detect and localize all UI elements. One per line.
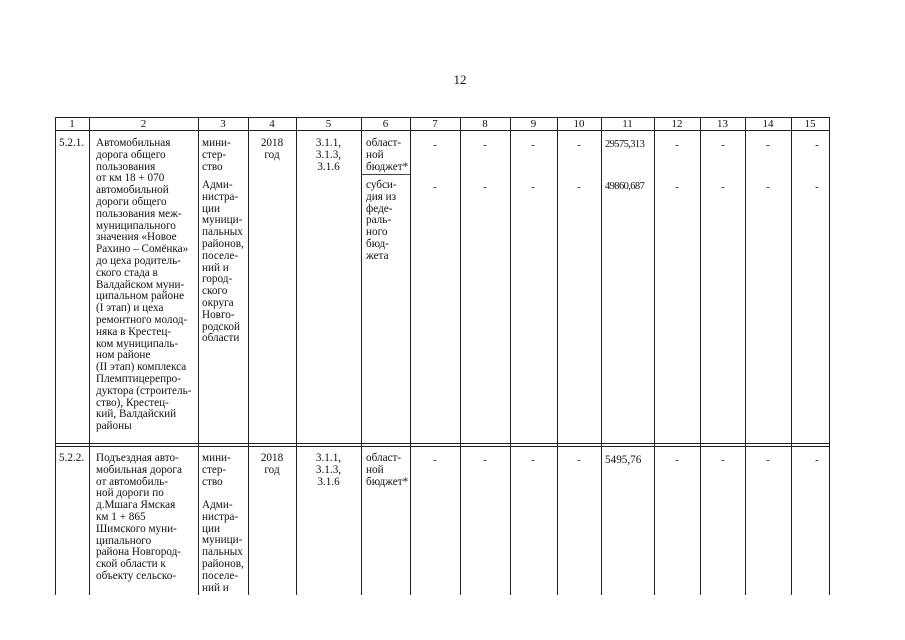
funding-source-divider (361, 174, 410, 175)
row-separator (55, 446, 830, 447)
empty-value: - (531, 139, 535, 151)
year-cell: 2018 год (260, 452, 284, 476)
executor-ministry: мини- стер- ство (202, 452, 231, 488)
page-number: 12 (453, 72, 467, 87)
empty-value: - (766, 181, 770, 193)
header-cell: 3 (220, 118, 226, 130)
column-border (745, 117, 746, 595)
column-border (410, 117, 411, 595)
goals-cell: 3.1.1, 3.1.3, 3.1.6 (315, 137, 342, 173)
empty-value: - (675, 454, 679, 466)
column-border (198, 117, 199, 595)
header-cell: 1 (69, 118, 75, 130)
header-cell: 2 (140, 118, 147, 130)
header-cell: 9 (530, 118, 537, 130)
column-border (296, 117, 297, 595)
column-border (601, 117, 602, 595)
empty-value: - (721, 181, 725, 193)
empty-value: - (721, 139, 725, 151)
column-border (557, 117, 558, 595)
column-border (361, 117, 362, 595)
empty-value: - (577, 454, 581, 466)
column-border (829, 117, 830, 595)
empty-value: - (675, 181, 679, 193)
amount-value: 49860,687 (605, 181, 645, 192)
amount-value: 29575,313 (605, 139, 645, 150)
empty-value: - (483, 181, 487, 193)
header-cell: 13 (717, 118, 728, 130)
empty-value: - (721, 454, 725, 466)
empty-value: - (577, 139, 581, 151)
column-border (791, 117, 792, 595)
header-cell: 12 (671, 118, 683, 130)
header-cell: 4 (269, 118, 275, 130)
object-name: Подъездная авто- мобильная дорога от автомобиль- ной дороги по д.Мшага Ямская км 1 + 865 Шимского муни- ципального района Новгород- ской области к объекту сельско- (96, 452, 182, 582)
empty-value: - (675, 139, 679, 151)
executor-administrations: Адми- нистра- ции муници- пальных районов, поселе- ний и город- ского округа Новго- родской области (202, 179, 244, 345)
executor-ministry: мини- стер- ство (202, 137, 231, 173)
header-cell: 6 (382, 118, 389, 130)
empty-value: - (815, 454, 819, 466)
header-cell: 8 (482, 118, 488, 130)
executor-administrations: Адми- нистра- ции муници- пальных районов, поселе- ний и (202, 499, 244, 594)
column-border (510, 117, 511, 595)
empty-value: - (815, 139, 819, 151)
column-border (654, 117, 655, 595)
row-separator (55, 443, 830, 444)
row-number: 5.2.2. (59, 452, 85, 464)
funding-source-regional: област- ной бюджет* (366, 137, 409, 173)
empty-value: - (577, 181, 581, 193)
empty-value: - (766, 454, 770, 466)
empty-value: - (766, 139, 770, 151)
empty-value: - (815, 181, 819, 193)
header-bottom-border (55, 130, 830, 131)
empty-value: - (433, 181, 437, 193)
column-border (248, 117, 249, 595)
column-border (55, 117, 56, 595)
column-border (89, 117, 90, 595)
empty-value: - (531, 454, 535, 466)
header-cell: 11 (622, 118, 633, 130)
empty-value: - (433, 454, 437, 466)
empty-value: - (483, 139, 487, 151)
object-name: Автомобильная дорога общего пользования от км 18 + 070 автомобильной дороги общего пользования меж- муниципального значения «Новое Рахино – Сомёнка» до цеха родитель- ского стада в Валдайском муни- ципальном районе (I этап) и цеха ремонтного молод- няка в Крестец- ком муниципаль- ном районе (II этап) комплекса Племптицерепро- дуктора (строитель- ство), Крестец- кий, Валдайский районы (96, 137, 192, 433)
header-cell: 7 (432, 118, 438, 130)
goals-cell: 3.1.1, 3.1.3, 3.1.6 (315, 452, 342, 488)
empty-value: - (531, 181, 535, 193)
year-cell: 2018 год (260, 137, 284, 161)
header-cell: 10 (573, 118, 585, 130)
funding-source-regional: област- ной бюджет* (366, 452, 409, 488)
amount-value: 5495,76 (605, 454, 642, 466)
header-cell: 5 (325, 118, 332, 130)
column-border (460, 117, 461, 595)
funding-source-federal-subsidy: субси- дия из феде- раль- ного бюд- жета (366, 179, 397, 262)
empty-value: - (483, 454, 487, 466)
empty-value: - (433, 139, 437, 151)
row-number: 5.2.1. (59, 137, 85, 149)
header-cell: 15 (804, 118, 816, 130)
header-cell: 14 (762, 118, 774, 130)
column-border (700, 117, 701, 595)
